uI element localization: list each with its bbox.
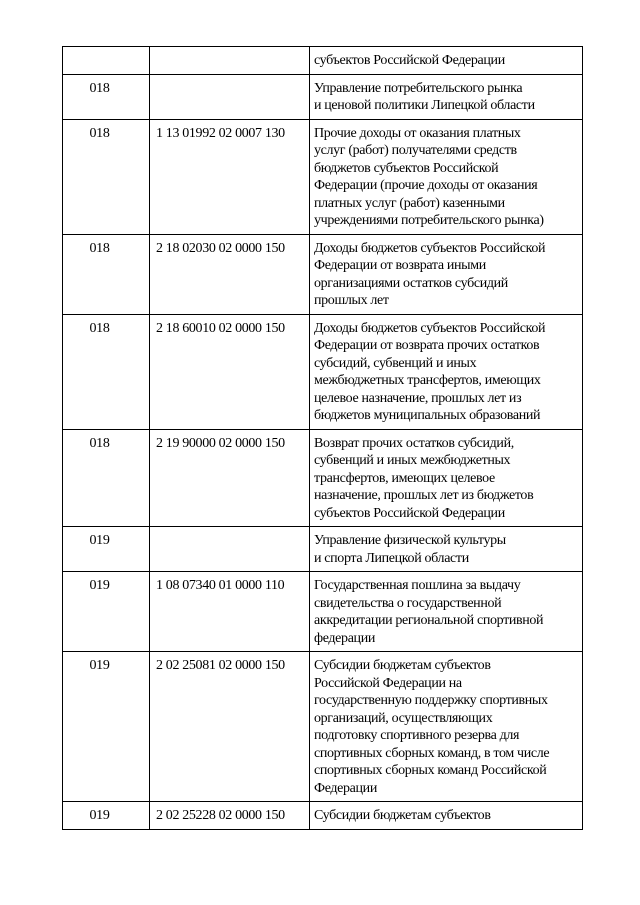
description-cell: Управление физической культуры и спорта Липецкой области <box>310 527 583 572</box>
admin-code-cell: 018 <box>63 119 150 234</box>
table-row <box>63 47 583 75</box>
revenue-codes-table <box>62 46 583 830</box>
table-row <box>63 119 583 234</box>
budget-code-cell <box>150 74 310 119</box>
budget-code-cell <box>150 527 310 572</box>
budget-code-cell: 2 18 02030 02 0000 150 <box>150 234 310 314</box>
budget-code-cell: 2 19 90000 02 0000 150 <box>150 429 310 527</box>
admin-code-cell: 018 <box>63 429 150 527</box>
description-cell: Субсидии бюджетам субъектов Российской Федерации на государственную поддержку спортивных организаций, осуществляющих подготовку спортивного резерва для спортивных сборных команд, в том числе спортивных сборных команд Российской Федерации <box>310 652 583 802</box>
description-cell: Доходы бюджетов субъектов Российской Федерации от возврата иными организациями остатков субсидий прошлых лет <box>310 234 583 314</box>
budget-code-cell: 2 02 25228 02 0000 150 <box>150 802 310 830</box>
description-cell: Доходы бюджетов субъектов Российской Федерации от возврата прочих остатков субсидий, субвенций и иных межбюджетных трансфертов, имеющих целевое назначение, прошлых лет из бюджетов муниципальных образований <box>310 314 583 429</box>
admin-code-cell: 019 <box>63 802 150 830</box>
table-row <box>63 802 583 830</box>
admin-code-cell <box>63 47 150 75</box>
admin-code-cell: 019 <box>63 572 150 652</box>
table-row <box>63 652 583 802</box>
table-row <box>63 74 583 119</box>
budget-code-cell <box>150 47 310 75</box>
description-cell: Государственная пошлина за выдачу свидетельства о государственной аккредитации региональной спортивной федерации <box>310 572 583 652</box>
description-cell: Субсидии бюджетам субъектов <box>310 802 583 830</box>
table-row <box>63 314 583 429</box>
description-cell: Возврат прочих остатков субсидий, субвенций и иных межбюджетных трансфертов, имеющих целевое назначение, прошлых лет из бюджетов субъектов Российской Федерации <box>310 429 583 527</box>
admin-code-cell: 019 <box>63 652 150 802</box>
budget-code-cell: 1 13 01992 02 0007 130 <box>150 119 310 234</box>
table-row <box>63 234 583 314</box>
description-cell: Управление потребительского рынка и ценовой политики Липецкой области <box>310 74 583 119</box>
table-row <box>63 429 583 527</box>
admin-code-cell: 018 <box>63 74 150 119</box>
budget-code-cell: 2 18 60010 02 0000 150 <box>150 314 310 429</box>
budget-code-cell: 2 02 25081 02 0000 150 <box>150 652 310 802</box>
description-cell: субъектов Российской Федерации <box>310 47 583 75</box>
description-cell: Прочие доходы от оказания платных услуг (работ) получателями средств бюджетов субъектов Российской Федерации (прочие доходы от оказания платных услуг (работ) казенными учреждениями потребительского рынка) <box>310 119 583 234</box>
table-body <box>63 47 583 830</box>
table-row <box>63 527 583 572</box>
admin-code-cell: 019 <box>63 527 150 572</box>
table-row <box>63 572 583 652</box>
admin-code-cell: 018 <box>63 314 150 429</box>
admin-code-cell: 018 <box>63 234 150 314</box>
budget-code-cell: 1 08 07340 01 0000 110 <box>150 572 310 652</box>
